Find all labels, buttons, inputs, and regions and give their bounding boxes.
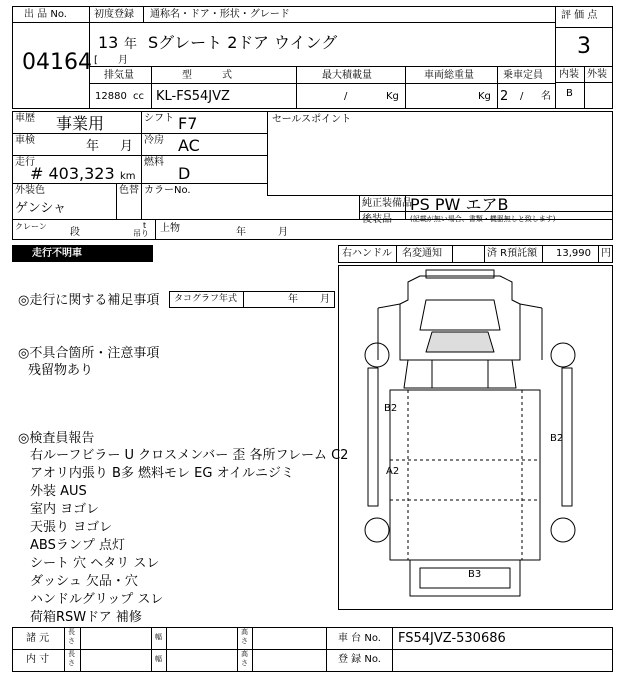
standard-equipment: PS PW エアB (410, 195, 509, 214)
height-label: 高 (241, 628, 248, 636)
inspector-line: アオリ内張り B多 燃料モレ EG オイルニジミ (30, 466, 294, 481)
overall-score: 3 (577, 34, 591, 59)
exterior-grade-label: 外装 (587, 69, 607, 80)
registration-year: 13 (98, 33, 119, 52)
inspector-line: 天張り ヨゴレ (30, 520, 113, 535)
shift-label: シフト (144, 113, 174, 124)
yen-unit: 円 (601, 248, 611, 259)
length-label-2: さ (68, 637, 75, 645)
standard-equipment-label: 純正装備品 (362, 198, 412, 209)
lot-label: 出 品 No. (24, 9, 67, 20)
inspector-line: ABSランプ 点灯 (30, 538, 125, 553)
color-change-label: 色替 (119, 185, 139, 196)
exterior-color: ゲンシャ (15, 201, 67, 216)
model-code: KL-FS54JVZ (156, 89, 230, 104)
displacement-label: 排気量 (104, 70, 134, 81)
lift-label: 上物 (160, 223, 180, 234)
interior-height-label-2: さ (241, 659, 248, 667)
inspector-line: ハンドルグリップ スレ (30, 592, 164, 607)
tachograph-year: 年 (288, 294, 298, 305)
recycle-amount: 13,990 (556, 248, 591, 259)
mileage-label: 走行 (15, 157, 35, 168)
damage-mark-a2: A2 (386, 466, 400, 477)
height-label-2: さ (241, 637, 248, 645)
max-load-unit: Kg (386, 91, 399, 102)
color-number-label: カラーNo. (144, 185, 191, 196)
interior-width-label: 幅 (155, 655, 162, 663)
interior-length-label: 長 (68, 650, 75, 658)
year-unit: 年 (124, 37, 138, 52)
month-unit: 月 (118, 55, 128, 66)
mileage-value: # 403,323 (30, 164, 115, 183)
max-load-label: 最大積載量 (322, 70, 372, 81)
tachograph-month: 月 (320, 294, 330, 305)
aircon-value: AC (178, 136, 200, 155)
driving-notes-label: ◎走行に関する補足事項 (18, 293, 160, 308)
score-label: 評 価 点 (561, 10, 598, 21)
first-registration-label: 初度登録 (94, 9, 134, 20)
lift-month-unit: 月 (278, 227, 288, 238)
interior-grade: B (566, 88, 573, 99)
dimensions-label: 諸 元 (26, 633, 50, 644)
capacity-value: 2 (500, 89, 509, 104)
lot-number: 04164 (22, 50, 92, 75)
damage-mark-rear: B3 (468, 569, 482, 580)
width-label: 幅 (155, 633, 162, 641)
cc-unit: cc (133, 91, 144, 102)
tachograph-label: タコグラフ年式 (174, 294, 238, 304)
max-load-slash: / (344, 91, 348, 102)
defects-text: 残留物あり (28, 363, 94, 378)
name-change-label: 名変通知 (402, 248, 442, 259)
inspection-year-unit: 年 (86, 139, 100, 154)
inspector-line: ダッシュ 欠品・穴 (30, 574, 138, 589)
inspection-label: 車検 (15, 135, 35, 146)
inspector-line: 室内 ヨゴレ (30, 502, 100, 517)
lift-year-unit: 年 (236, 227, 246, 238)
vehicle-name-label: 通称名・ドア・形状・グレード (150, 9, 290, 20)
interior-dimensions-label: 内 寸 (26, 654, 50, 665)
vehicle-name: Sグレート 2ドア ウイング (148, 33, 338, 52)
inspection-month-unit: 月 (120, 139, 134, 154)
damage-mark-left: B2 (384, 403, 398, 414)
crane-ton-unit: t (143, 221, 147, 230)
capacity-label: 乗車定員 (503, 70, 543, 81)
damage-mark-right: B2 (550, 433, 564, 444)
crane-label: クレーン (15, 222, 47, 231)
gross-weight-label: 車両総重量 (424, 70, 474, 81)
exterior-color-label: 外装色 (15, 185, 45, 196)
displacement-value: 12880 (95, 91, 127, 102)
chassis-number: FS54JVZ-530686 (398, 631, 506, 646)
selling-points-label: セールスポイント (272, 114, 352, 125)
fuel-label: 燃料 (144, 157, 164, 168)
right-hand-drive: 右ハンドル (342, 248, 392, 259)
history-label: 車歴 (15, 113, 35, 124)
aftermarket-note: (記載が無い場合、書類・機器無しと致します) (410, 215, 556, 223)
month-bracket: [ (94, 55, 98, 66)
registration-number-label: 登 録 No. (338, 654, 381, 665)
inspector-report-label: ◎検査員報告 (18, 431, 95, 446)
inspector-line: 荷箱RSWドア 補修 (30, 610, 142, 625)
interior-grade-label: 内装 (559, 69, 579, 80)
interior-length-label-2: さ (68, 659, 75, 667)
fuel-value: D (178, 164, 191, 183)
aftermarket-label: 後装品 (362, 214, 392, 225)
capacity-unit: 名 (541, 91, 551, 102)
inspector-line: シート 穴 ヘタリ スレ (30, 556, 160, 571)
capacity-slash: / (520, 91, 524, 102)
mileage-unknown-text: 走行不明車 (32, 248, 82, 259)
recycle-label: 済 R預託額 (487, 248, 538, 259)
inspector-line: 右ルーフビラー U クロスメンバー 歪 各所フレーム C2 (30, 448, 349, 463)
crane-hanging: 吊り (133, 229, 149, 238)
crane-stage-unit: 段 (70, 227, 80, 238)
vehicle-history: 事業用 (56, 114, 105, 133)
chassis-number-label: 車 台 No. (338, 633, 381, 644)
interior-height-label: 高 (241, 650, 248, 658)
aircon-label: 冷房 (144, 135, 164, 146)
length-label: 長 (68, 628, 75, 636)
mileage-unit: km (120, 171, 136, 182)
shift-value: F7 (178, 114, 198, 133)
defects-label: ◎不具合箇所・注意事項 (18, 346, 160, 361)
inspector-line: 外装 AUS (30, 484, 87, 499)
gross-weight-unit: Kg (478, 91, 491, 102)
model-label: 型 式 (182, 70, 232, 81)
